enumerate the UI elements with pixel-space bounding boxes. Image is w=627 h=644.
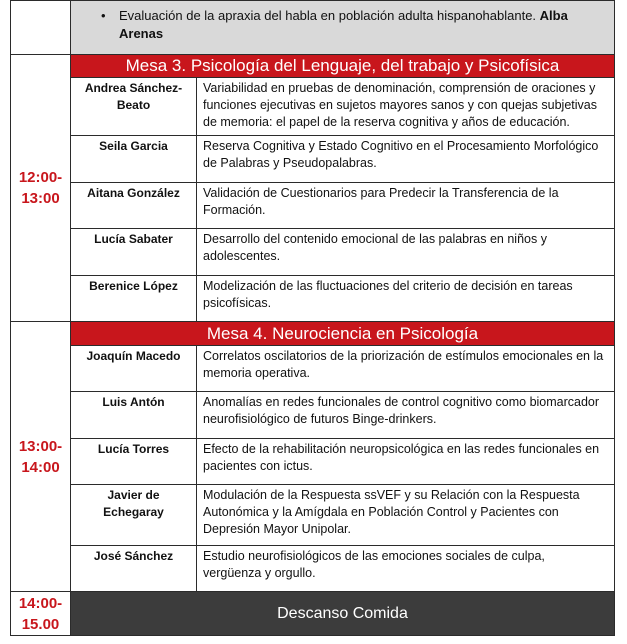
time-end: 14:00 — [21, 458, 60, 476]
mesa3-heading: Mesa 3. Psicología del Lenguaje, del trabajo y Psicofísica — [71, 54, 615, 77]
talk-row — [11, 275, 615, 322]
talk-title: Efecto de la rehabilitación neuropsicológica en las redes funcionales en pacientes con ictus. — [197, 438, 615, 485]
talk-row — [11, 345, 615, 392]
talk-row — [11, 182, 615, 229]
talk-title: Correlatos oscilatorios de la priorización de estímulos emocionales en la memoria operativa. — [197, 345, 615, 392]
top-item-cell — [71, 1, 615, 55]
talk-title: Reserva Cognitiva y Estado Cognitivo en el Procesamiento Morfológico de Palabras y Pseudopalabras. — [197, 136, 615, 183]
time-end: 15.00 — [21, 615, 60, 633]
mesa3-heading-row — [11, 54, 615, 77]
lunch-break-bar: Descanso Comida — [71, 592, 615, 636]
speaker-name: Joaquín Macedo — [71, 345, 197, 392]
speaker-name: Seila Garcia — [71, 136, 197, 183]
time-start: 12:00- — [18, 169, 63, 187]
top-item-author: Alba Arenas — [119, 8, 568, 41]
talk-row — [11, 392, 615, 439]
speaker-name: Javier de Echegaray — [71, 485, 197, 546]
talk-row — [11, 77, 615, 136]
bullet-icon: • — [101, 8, 106, 23]
time-slot-12 — [11, 54, 71, 322]
talk-title: Variabilidad en pruebas de denominación, comprensión de oraciones y funciones ejecutivas en sujetos mayores sanos y con quejas subjetivas de memoria: el papel de la reserva cognitiva y años de educación. — [197, 77, 615, 136]
speaker-name: Lucía Torres — [71, 438, 197, 485]
speaker-name: Andrea Sánchez-Beato — [71, 77, 197, 136]
talk-row — [11, 229, 615, 276]
talk-title: Modulación de la Respuesta ssVEF y su Relación con la Respuesta Autonómica y la Amígdala en Población Control y Pacientes con Depresión Mayor Unipolar. — [197, 485, 615, 546]
talk-title: Anomalías en redes funcionales de control cognitivo como biomarcador neurofisiológico de futuros Binge-drinkers. — [197, 392, 615, 439]
schedule-table — [10, 0, 615, 636]
top-item-text: Evaluación de la apraxia del habla en población adulta hispanohablante. — [119, 8, 537, 23]
talk-row — [11, 545, 615, 592]
time-slot-13 — [11, 322, 71, 592]
speaker-name: Aitana González — [71, 182, 197, 229]
mesa4-heading-row — [11, 322, 615, 345]
speaker-name: José Sánchez — [71, 545, 197, 592]
speaker-name: Berenice López — [71, 275, 197, 322]
speaker-name: Lucía Sabater — [71, 229, 197, 276]
talk-title: Estudio neurofisiológicos de las emociones sociales de culpa, vergüenza y orgullo. — [197, 545, 615, 592]
top-item-row — [11, 1, 615, 55]
time-end: 13:00 — [21, 190, 60, 208]
talk-title: Desarrollo del contenido emocional de las palabras en niños y adolescentes. — [197, 229, 615, 276]
talk-row — [11, 485, 615, 546]
empty-time-cell — [11, 1, 71, 55]
talk-row — [11, 438, 615, 485]
talk-title: Validación de Cuestionarios para Predecir la Transferencia de la Formación. — [197, 182, 615, 229]
break-row — [11, 592, 615, 636]
time-start: 14:00- — [18, 594, 63, 612]
mesa4-heading: Mesa 4. Neurociencia en Psicología — [71, 322, 615, 345]
time-start: 13:00- — [18, 437, 63, 455]
speaker-name: Luis Antón — [71, 392, 197, 439]
talk-row — [11, 136, 615, 183]
time-slot-14 — [11, 592, 71, 636]
talk-title: Modelización de las fluctuaciones del criterio de decisión en tareas psicofísicas. — [197, 275, 615, 322]
